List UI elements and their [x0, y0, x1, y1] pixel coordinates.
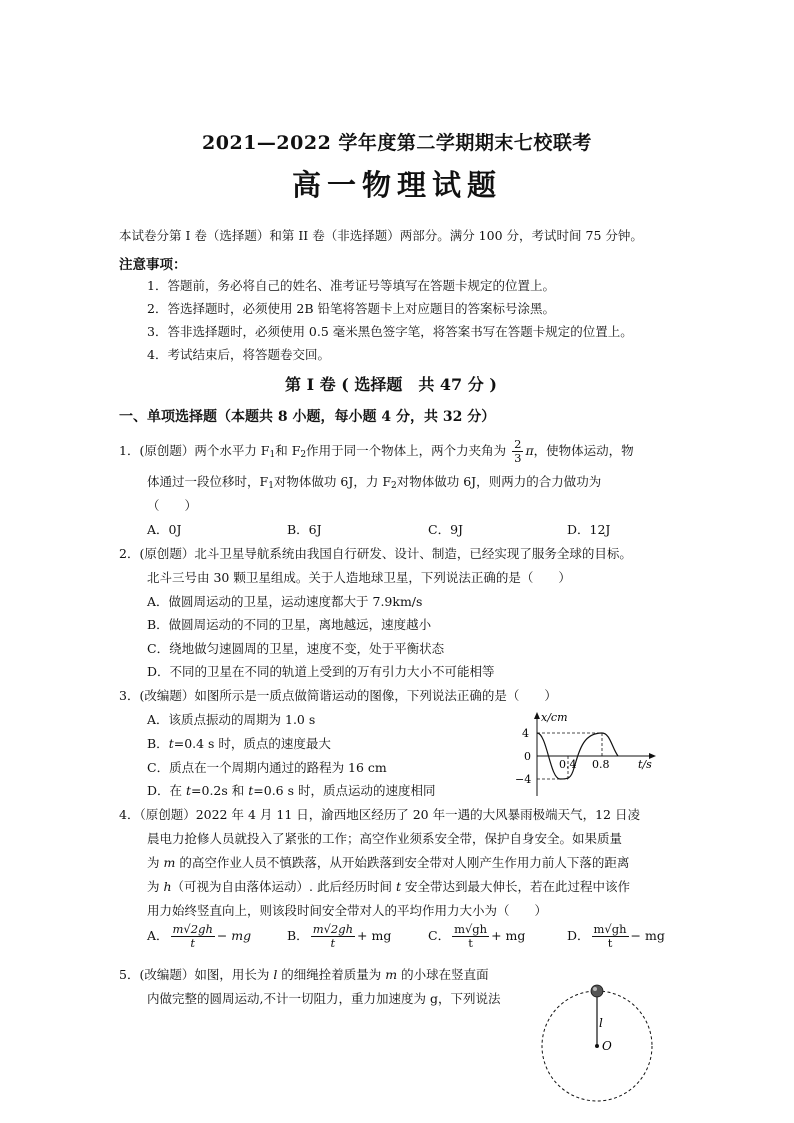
center-label: O — [602, 1039, 612, 1053]
notice-item: 2．答选择题时，必须使用 2B 铅笔将答题卡上对应题目的答案标号涂黑。 — [147, 301, 556, 316]
y-axis-arrow — [534, 712, 540, 719]
q3-option-b: B．t=0.4 s 时，质点的速度最大 — [147, 736, 331, 751]
q1-line1: 1．(原创题）两个水平力 $F_1$和 $F_2$作用于同一个物体上，两个力夹角为 $\frac{2}{3}$ π，使物体运动，物 — [119, 437, 634, 465]
x-tick-label: 0.4 — [559, 758, 577, 771]
q5-line1: 5．(改编题）如图，用长为 l 的细绳拴着质量为 m 的小球在竖直面 — [119, 967, 489, 982]
rope-label: l — [599, 1016, 603, 1030]
q4-option-c: C． $\frac{m√gh}{t}$ + mg — [428, 922, 526, 950]
q1-answer-blank: （ ） — [147, 498, 198, 513]
center-point — [595, 1044, 599, 1048]
q2-line2: 北斗三号由 30 颗卫星组成。关于人造地球卫星，下列说法正确的是（ ） — [147, 570, 571, 585]
q5-line2: 内做完整的圆周运动,不计一切阻力，重力加速度为 g，下列说法 — [147, 991, 501, 1006]
q1-line2: 体通过一段位移时，$F_1$对物体做功 6J，力 $F_2$对物体做功 6J，则两力的合力做功为 — [147, 474, 602, 491]
q2-option-a: A．做圆周运动的卫星，运动速度都大于 7.9km/s — [147, 594, 423, 609]
q3-line1: 3．(改编题）如图所示是一质点做简谐运动的图像，下列说法正确的是（ ） — [119, 688, 557, 703]
q1-option-c: C．9J — [428, 522, 464, 537]
q1-option-a: A．0J — [147, 522, 182, 537]
q5-circle-figure — [538, 980, 658, 1120]
notice-heading: 注意事项： — [119, 257, 187, 273]
q4-line1: 4．（原创题）2022 年 4 月 11 日，渝西地区经历了 20 年一遇的大风暴雨极端天气，12 日凌 — [119, 807, 640, 822]
y-tick-label: −4 — [515, 773, 532, 786]
exam-title: 2021—2022 学年度第二学期期末七校联考 — [202, 132, 592, 154]
q3-option-c: C．质点在一个周期内通过的路程为 16 cm — [147, 760, 387, 775]
q2-option-c: C．绕地做匀速圆周的卫星，速度不变，处于平衡状态 — [147, 641, 445, 656]
q4-line3: 为 m 的高空作业人员不慎跌落，从开始跌落到安全带对人刚产生作用力前人下落的距离 — [147, 855, 630, 870]
notice-item: 1．答题前，务必将自己的姓名、准考证号等填写在答题卡规定的位置上。 — [147, 278, 555, 293]
intro-text: 本试卷分第 I 卷（选择题）和第 II 卷（非选择题）两部分。满分 100 分，考试时间 75 分钟。 — [119, 228, 643, 243]
q4-option-d: D． $\frac{m√gh}{t}$ − mg — [567, 922, 665, 950]
y-axis-label: x/cm — [541, 711, 568, 724]
notice-item: 4．考试结束后，将答题卷交回。 — [147, 347, 330, 362]
q1-option-b: B．6J — [287, 522, 322, 537]
q4-option-a: A． $\frac{m√2gh}{t}$ − mg — [147, 922, 252, 950]
part1-title: 第 I 卷 ( 选择题 共 47 分 ) — [285, 375, 497, 394]
q4-option-b: B． $\frac{m√2gh}{t}$ + mg — [287, 922, 392, 950]
q4-line5: 用力始终竖直向上，则该段时间安全带对人的平均作用力大小为（ ） — [147, 903, 548, 918]
ball-highlight — [593, 987, 597, 991]
y-tick-label: 0 — [524, 750, 531, 763]
x-axis-label: t/s — [638, 758, 652, 771]
y-tick-label: 4 — [522, 727, 529, 740]
q2-option-b: B．做圆周运动的不同的卫星，离地越远，速度越小 — [147, 617, 432, 632]
q3-option-d: D．在 t=0.2s 和 t=0.6 s 时，质点运动的速度相同 — [147, 783, 436, 798]
q2-line1: 2．(原创题）北斗卫星导航系统由我国自行研发、设计、制造，已经实现了服务全球的目标。 — [119, 546, 632, 561]
q4-line2: 晨电力抢修人员就投入了紧张的工作；高空作业须系安全带，保护自身安全。如果质量 — [147, 831, 623, 846]
ball-icon — [591, 985, 603, 997]
subject-title: 高一物理试题 — [291, 168, 502, 202]
fraction: $\frac{2}{3}$ — [514, 437, 522, 465]
notice-item: 3．答非选择题时，必须使用 0.5 毫米黑色签字笔，将答案书写在答题卡规定的位置上。 — [147, 324, 633, 339]
x-tick-label: 0.8 — [592, 758, 610, 771]
q3-option-a: A．该质点振动的周期为 1.0 s — [147, 712, 316, 727]
q2-option-d: D．不同的卫星在不同的轨道上受到的万有引力大小不可能相等 — [147, 664, 495, 679]
q3-oscillation-graph — [512, 708, 662, 800]
q1-option-d: D．12J — [567, 522, 611, 537]
q4-line4: 为 h（可视为自由落体运动）. 此后经历时间 t 安全带达到最大伸长，若在此过程中该作 — [147, 879, 630, 894]
section1-title: 一、单项选择题（本题共 8 小题，每小题 4 分，共 32 分） — [119, 409, 496, 425]
